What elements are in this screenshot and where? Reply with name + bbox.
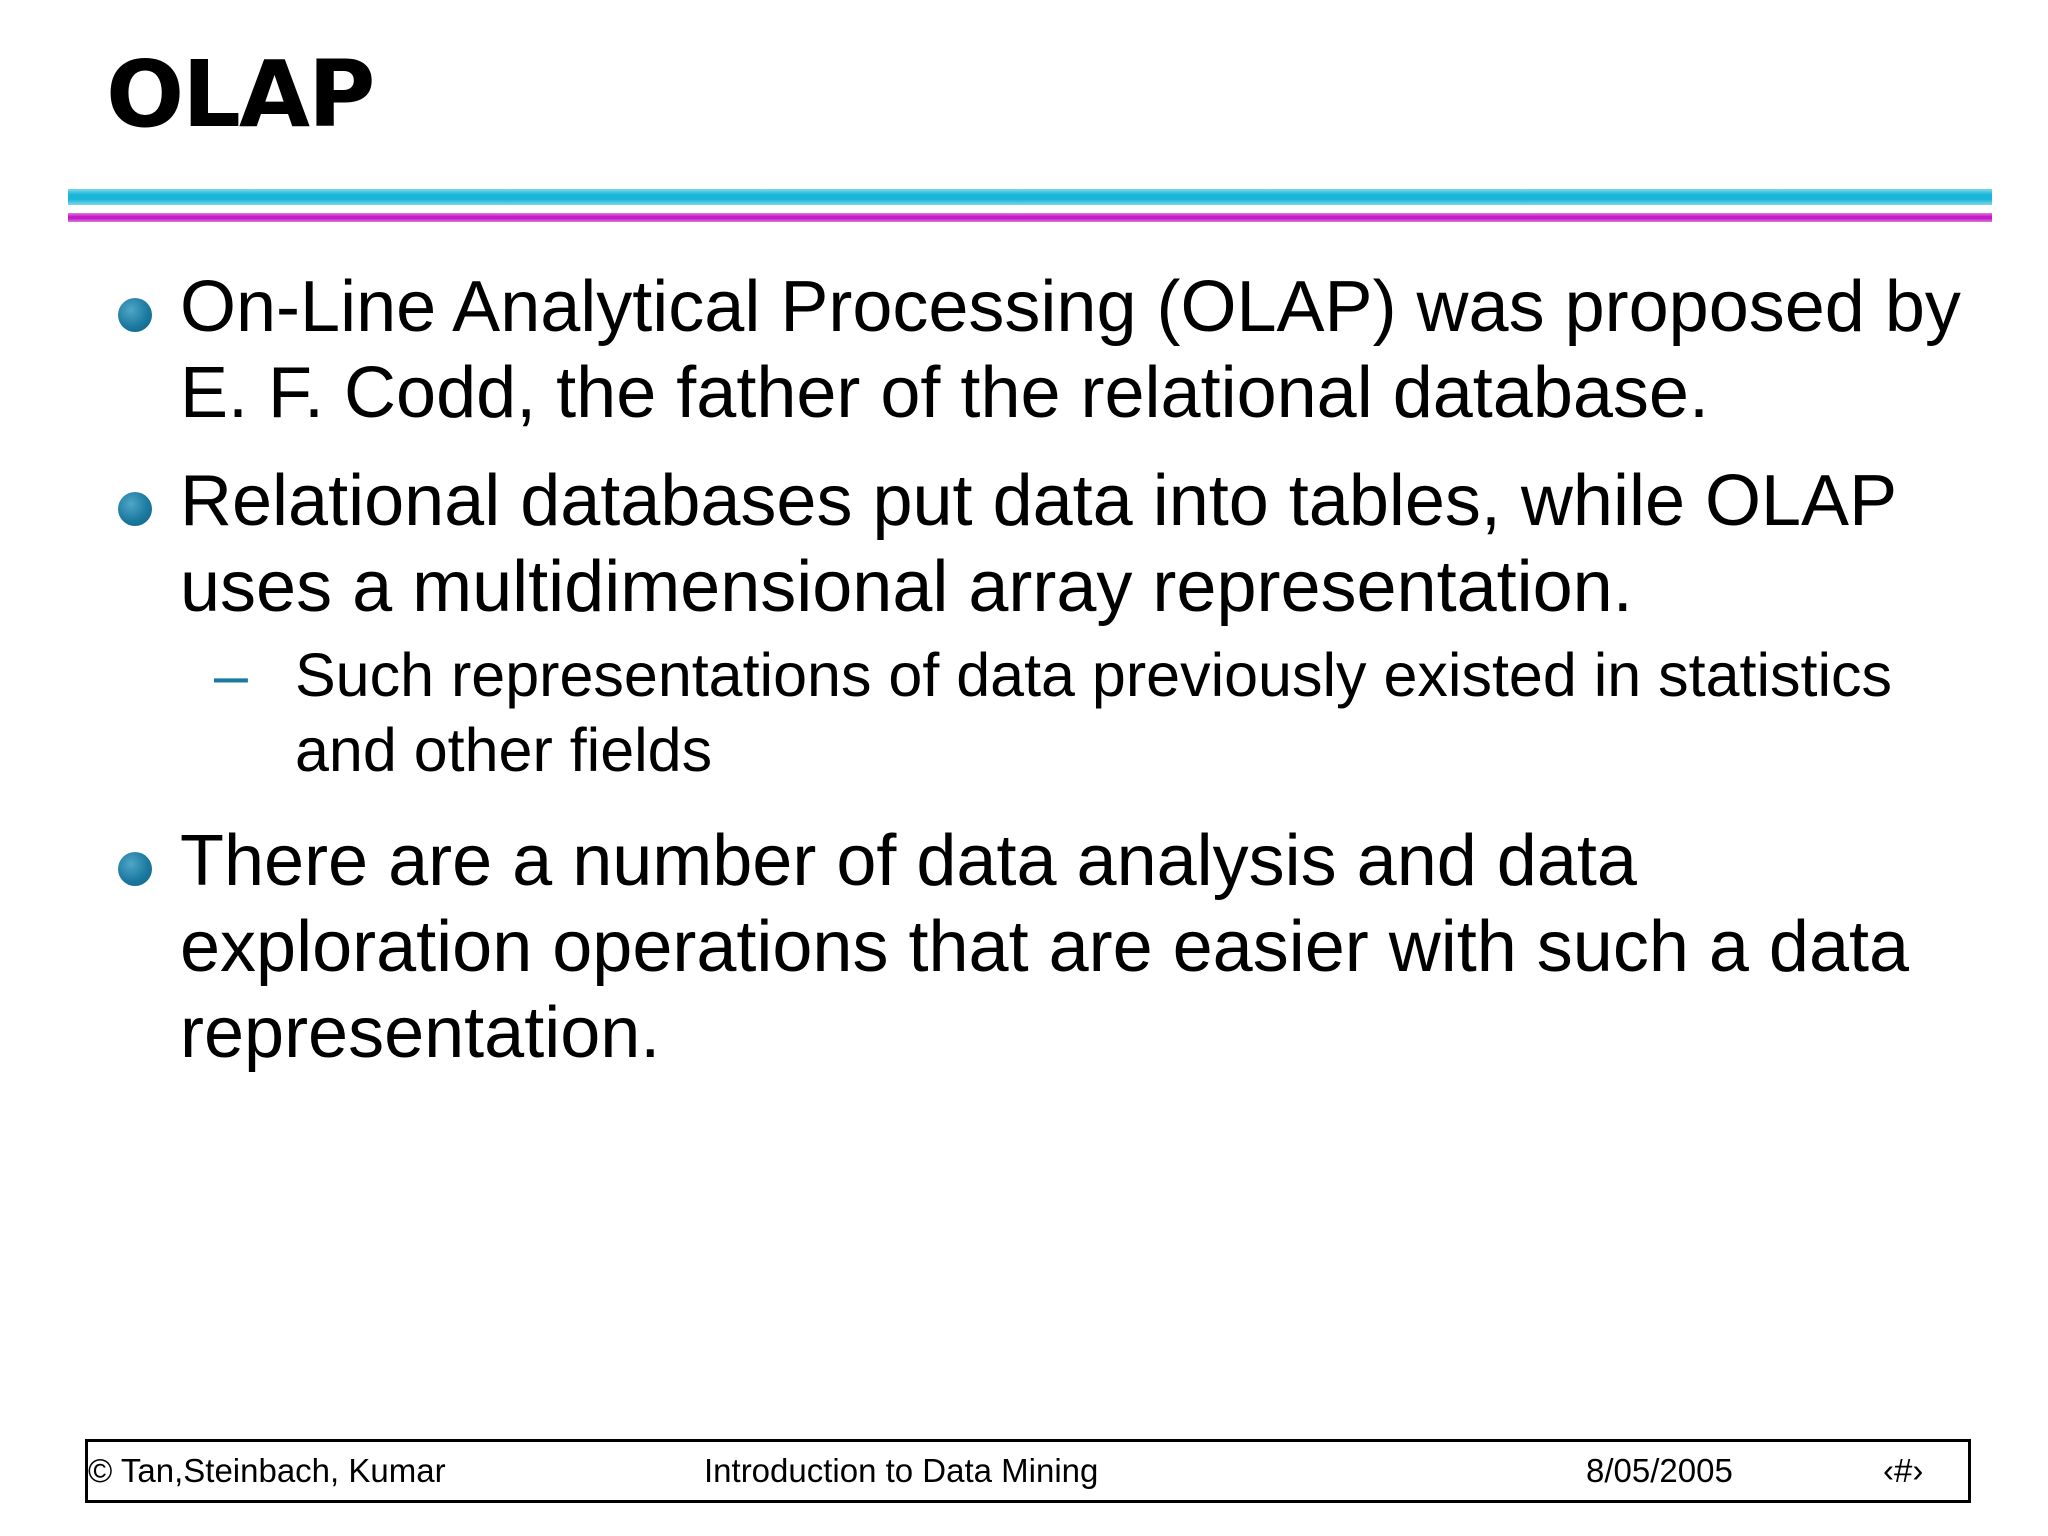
footer-page-number: ‹#›	[1883, 1452, 1924, 1489]
footer-course-title: Introduction to Data Mining	[704, 1452, 1099, 1489]
bullet-text: Relational databases put data into tables, while OLAP uses a multidimensional array representation.	[180, 461, 1896, 627]
bullet-item	[110, 818, 1990, 1076]
title-underline-cyan	[68, 189, 1992, 205]
footer-copyright: © Tan,Steinbach, Kumar	[88, 1452, 446, 1489]
bullet-item	[110, 264, 1990, 436]
bullet-text: On-Line Analytical Processing (OLAP) was proposed by E. F. Codd, the father of the relational database.	[180, 267, 1961, 433]
bullet-icon	[118, 852, 152, 886]
bullet-icon	[118, 492, 152, 526]
slide-footer	[85, 1439, 1971, 1503]
footer-date: 8/05/2005	[1586, 1452, 1733, 1489]
slide-title: OLAP	[106, 41, 374, 148]
bullet-icon	[118, 298, 152, 332]
bullet-text: There are a number of data analysis and data exploration operations that are easier with such a data representation.	[180, 821, 1910, 1073]
slide-body	[110, 264, 1990, 1076]
sub-bullet-item	[110, 638, 1990, 788]
title-underline-magenta	[68, 213, 1992, 222]
dash-bullet-icon: –	[214, 641, 248, 709]
bullet-item	[110, 458, 1990, 630]
sub-bullet-text: Such representations of data previously existed in statistics and other fields	[295, 641, 1892, 784]
